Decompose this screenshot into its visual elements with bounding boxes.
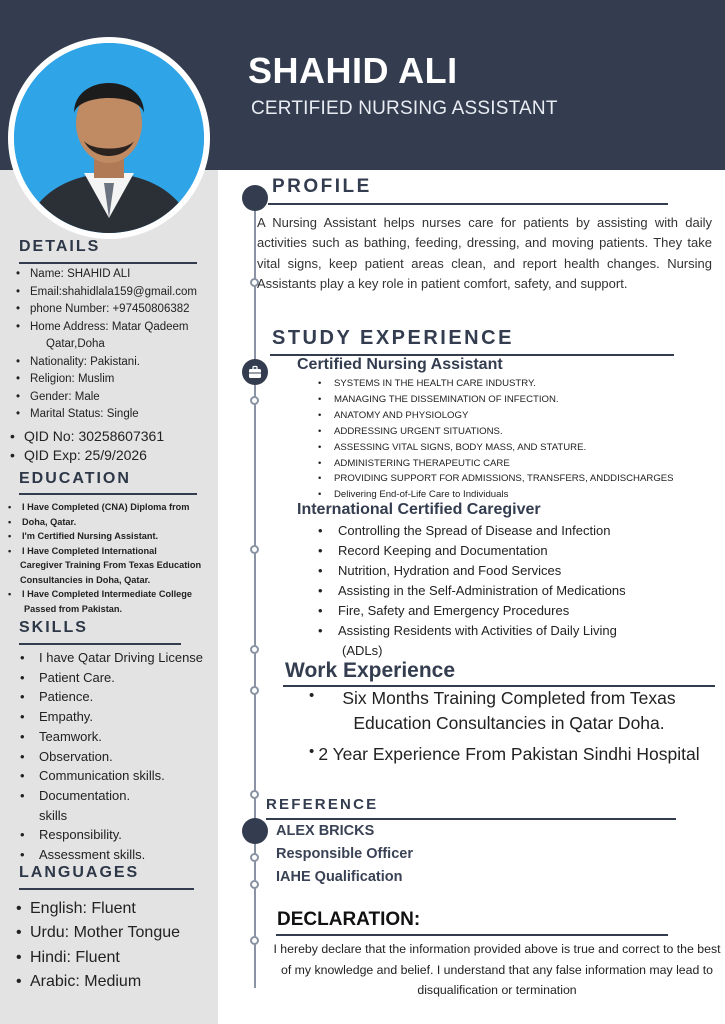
list-item: • SYSTEMS IN THE HEALTH CARE INDUSTRY. bbox=[318, 376, 720, 392]
reference-heading: REFERENCE bbox=[266, 796, 379, 813]
profile-heading: PROFILE bbox=[272, 176, 372, 197]
list-item: • Religion: Muslim bbox=[16, 371, 216, 389]
list-item: • I'm Certified Nursing Assistant. bbox=[8, 529, 220, 544]
list-item-text: (ADLs) bbox=[342, 643, 383, 658]
list-item: • Assessment skills. bbox=[20, 845, 218, 865]
timeline-marker bbox=[250, 853, 259, 862]
candidate-title: CERTIFIED NURSING ASSISTANT bbox=[251, 98, 558, 119]
list-item bbox=[16, 336, 216, 354]
profile-divider bbox=[268, 203, 668, 205]
work-item-text: Six Months Training Completed from Texas Education Consultancies in Qatar Doha. bbox=[342, 688, 676, 733]
list-item: • MANAGING THE DISSEMINATION OF INFECTION. bbox=[318, 392, 720, 408]
list-item: • PROVIDING SUPPORT FOR ADMISSIONS, TRANSFERS, ANDDISCHARGES bbox=[318, 471, 720, 487]
timeline-marker bbox=[250, 686, 259, 695]
list-item: • Communication skills. bbox=[20, 766, 218, 786]
list-item: • Documentation. bbox=[20, 786, 218, 806]
timeline-line bbox=[254, 198, 256, 988]
list-item: • ADMINISTERING THERAPEUTIC CARE bbox=[318, 456, 720, 472]
list-item: • Marital Status: Single bbox=[16, 406, 216, 424]
list-item: • phone Number: +97450806382 bbox=[16, 301, 216, 319]
reference-divider bbox=[266, 818, 676, 820]
list-item: • Gender: Male bbox=[16, 389, 216, 407]
bullet-icon: • bbox=[309, 687, 315, 704]
list-item-continuation bbox=[8, 602, 220, 617]
list-item: • I Have Completed Intermediate College bbox=[8, 587, 220, 602]
list-item: • Nationality: Pakistani. bbox=[16, 354, 216, 372]
list-item-continuation bbox=[318, 641, 720, 661]
timeline-marker bbox=[250, 396, 259, 405]
profile-photo bbox=[14, 43, 204, 233]
timeline-marker bbox=[250, 936, 259, 945]
profile-photo-frame bbox=[8, 37, 210, 239]
education-divider bbox=[19, 493, 197, 495]
timeline-node-reference bbox=[242, 818, 268, 844]
timeline-marker bbox=[250, 545, 259, 554]
details-list bbox=[16, 266, 216, 424]
bullet-icon: • bbox=[309, 743, 315, 760]
list-item: • Name: SHAHID ALI bbox=[16, 266, 216, 284]
list-item: • Arabic: Medium bbox=[16, 970, 216, 994]
reference-name: ALEX BRICKS bbox=[276, 823, 375, 839]
list-item: • Delivering End-of-Life Care to Individuals bbox=[318, 487, 720, 503]
languages-heading: LANGUAGES bbox=[19, 864, 140, 881]
list-item: • Home Address: Matar Qadeem bbox=[16, 319, 216, 337]
work-heading: Work Experience bbox=[285, 659, 456, 682]
timeline-node-study bbox=[242, 359, 268, 385]
education-heading: EDUCATION bbox=[19, 470, 131, 487]
list-item: • I have Qatar Driving License bbox=[20, 648, 218, 668]
list-item-continuation: Qatar,Doha bbox=[46, 338, 105, 350]
profile-summary: A Nursing Assistant helps nurses care for patients by assisting with daily activities such as bathing, feeding, dressing, and moving patients. They take vital signs, keep patient areas clean, and report health changes. Nursing Assistants play a key role in patient comfort, safety, and support. bbox=[257, 215, 712, 291]
course-title: Certified Nursing Assistant bbox=[297, 356, 503, 373]
reference-organization: IAHE Qualification bbox=[276, 869, 403, 885]
list-item: • I Have Completed (CNA) Diploma from bbox=[8, 500, 220, 515]
list-item: • English: Fluent bbox=[16, 897, 216, 921]
list-item-text: Consultancies in Doha, Qatar. bbox=[20, 574, 151, 585]
timeline-node-profile bbox=[242, 185, 268, 211]
course-topics-list bbox=[318, 376, 720, 503]
qid-list bbox=[10, 427, 215, 465]
list-item: • Assisting in the Self-Administration of Medications bbox=[318, 581, 720, 601]
reference-role: Responsible Officer bbox=[276, 846, 413, 862]
person-portrait-icon bbox=[14, 43, 204, 233]
timeline-marker bbox=[250, 880, 259, 889]
list-item: • Empathy. bbox=[20, 707, 218, 727]
course-title: International Certified Caregiver bbox=[297, 501, 541, 518]
list-item: • Fire, Safety and Emergency Procedures bbox=[318, 601, 720, 621]
details-heading: DETAILS bbox=[19, 238, 101, 255]
list-item: • QID Exp: 25/9/2026 bbox=[10, 446, 215, 465]
languages-divider bbox=[19, 888, 194, 890]
list-item: • Controlling the Spread of Disease and Infection bbox=[318, 521, 720, 541]
briefcase-icon bbox=[248, 365, 262, 379]
declaration-text: I hereby declare that the information provided above is true and correct to the best of my knowledge and belief. I understand that any false information may lead to disqualification or termination bbox=[273, 942, 721, 997]
list-item: • Assisting Residents with Activities of Daily Living bbox=[318, 621, 720, 641]
education-list bbox=[8, 500, 220, 616]
list-item-continuation bbox=[20, 806, 218, 826]
details-divider bbox=[19, 262, 197, 264]
list-item: • Doha, Qatar. bbox=[8, 515, 220, 530]
list-item: • Responsibility. bbox=[20, 825, 218, 845]
work-item bbox=[309, 742, 705, 767]
list-item-continuation bbox=[8, 573, 220, 588]
skills-divider bbox=[19, 643, 181, 645]
list-item: • Observation. bbox=[20, 747, 218, 767]
list-item-text: skills bbox=[39, 807, 68, 823]
list-item-text: Caregiver Training From Texas Education bbox=[20, 560, 202, 570]
list-item: • ASSESSING VITAL SIGNS, BODY MASS, AND STATURE. bbox=[318, 440, 720, 456]
list-item: • Teamwork. bbox=[20, 727, 218, 747]
list-item: • I Have Completed International bbox=[8, 544, 220, 559]
work-item bbox=[309, 686, 705, 736]
list-item: • Patient Care. bbox=[20, 668, 218, 688]
list-item: • QID No: 30258607361 bbox=[10, 427, 215, 446]
list-item: • Urdu: Mother Tongue bbox=[16, 921, 216, 945]
list-item: • Email:shahidlala159@gmail.com bbox=[16, 284, 216, 302]
declaration-divider bbox=[276, 934, 668, 936]
study-heading: STUDY EXPERIENCE bbox=[272, 327, 514, 349]
skills-list bbox=[20, 648, 218, 865]
list-item-continuation bbox=[8, 558, 220, 573]
course-topics-list bbox=[318, 521, 720, 661]
languages-list bbox=[16, 897, 216, 994]
timeline-marker bbox=[250, 790, 259, 799]
list-item: • Hindi: Fluent bbox=[16, 946, 216, 970]
timeline-marker bbox=[250, 645, 259, 654]
declaration-heading: DECLARATION: bbox=[277, 909, 421, 930]
list-item: • Record Keeping and Documentation bbox=[318, 541, 720, 561]
list-item-text: Passed from Pakistan. bbox=[24, 603, 123, 614]
list-item: • ADDRESSING URGENT SITUATIONS. bbox=[318, 424, 720, 440]
list-item: • ANATOMY AND PHYSIOLOGY bbox=[318, 408, 720, 424]
list-item: • Nutrition, Hydration and Food Services bbox=[318, 561, 720, 581]
list-item: • Patience. bbox=[20, 687, 218, 707]
work-item-text: 2 Year Experience From Pakistan Sindhi Hospital bbox=[318, 744, 700, 764]
candidate-name: SHAHID ALI bbox=[248, 50, 458, 91]
skills-heading: SKILLS bbox=[19, 619, 88, 636]
